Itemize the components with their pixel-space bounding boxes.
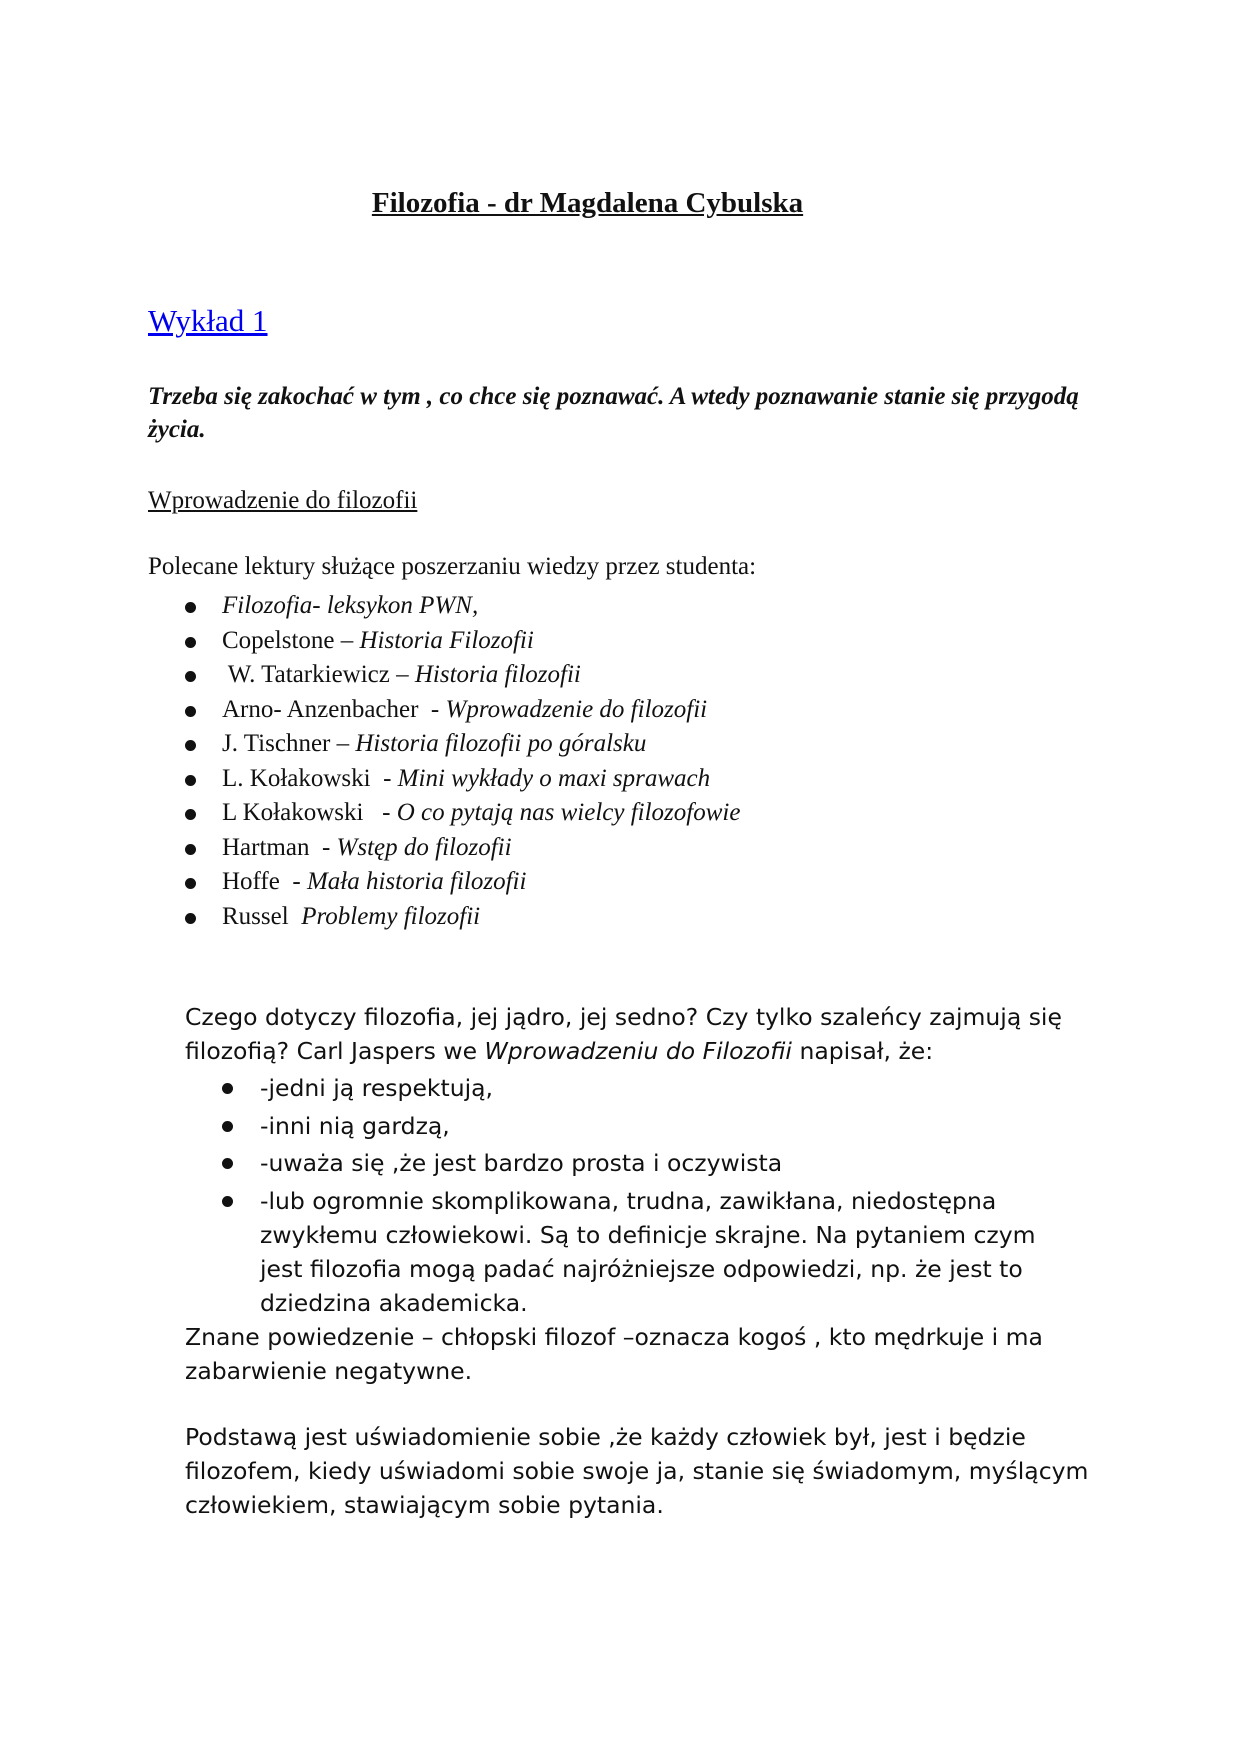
reading-title: Problemy filozofii — [301, 902, 481, 930]
reading-author: Russel — [222, 902, 302, 930]
readings-intro: Polecane lektury służące poszerzaniu wiedzy przez studenta: — [148, 553, 757, 580]
bullet-icon — [185, 706, 196, 717]
jaspers-paragraph-text: Czego dotyczy filozofia, jej jądro, jej sedno? Czy tylko szaleńcy zajmują się filozofią? Carl Jaspers we — [185, 1003, 1062, 1065]
opinion-text: -jedni ją respektują, — [260, 1074, 494, 1102]
reading-item — [185, 762, 740, 797]
jaspers-paragraph — [185, 1000, 1115, 1068]
reading-item — [185, 727, 740, 762]
reading-title: Mała historia filozofii — [306, 868, 527, 895]
reading-title: Wprowadzenie do filozofii — [445, 695, 708, 723]
opinion-text: -inni nią gardzą, — [260, 1111, 450, 1140]
reading-item — [185, 693, 740, 728]
reading-item — [185, 796, 740, 831]
bullet-icon — [222, 1196, 233, 1207]
saying-paragraph: Znane powiedzenie – chłopski filozof –oznacza kogoś , kto mędrkuje i ma zabarwienie negatywne. — [185, 1323, 1043, 1385]
jaspers-paragraph-end: napisał, że: — [791, 1037, 934, 1065]
reading-title: O co pytają nas wielcy filozofowie — [396, 799, 741, 826]
reading-title: Mini wykłady o maxi sprawach — [397, 764, 711, 792]
bullet-icon — [185, 809, 196, 820]
motto: Trzeba się zakochać w tym , co chce się poznawać. A wtedy poznawanie stanie się przygodą życia. — [148, 383, 1079, 443]
reading-item — [185, 589, 740, 624]
reading-author: Arno- Anzenbacher - — [222, 695, 446, 723]
bullet-icon — [185, 844, 196, 855]
bullet-icon — [185, 878, 196, 889]
reading-author: Hartman - — [222, 833, 337, 861]
reading-item — [185, 900, 740, 935]
reading-item — [185, 865, 740, 900]
opinions-list — [222, 1071, 1050, 1320]
conclusion-paragraph: Podstawą jest uświadomienie sobie ,że każdy człowiek był, jest i będzie filozofem, kiedy uświadomi sobie swoje ja, stanie się świadomym, myślącym człowiekiem, stawiającym sobie pytania. — [185, 1423, 1089, 1519]
opinion-item — [222, 1071, 1050, 1109]
opinion-item — [222, 1184, 1050, 1320]
lecture-heading-link[interactable]: Wykład 1 — [148, 303, 268, 338]
reading-author: J. Tischner – — [222, 730, 356, 757]
reading-title: Filozofia- leksykon PWN, — [222, 592, 479, 619]
reading-title: Historia Filozofii — [359, 626, 534, 654]
bullet-icon — [185, 602, 196, 613]
bullet-icon — [185, 913, 196, 924]
reading-author: W. Tatarkiewicz – — [222, 661, 415, 688]
bullet-icon — [185, 637, 196, 648]
bullet-icon — [222, 1083, 233, 1094]
bullet-icon — [222, 1158, 233, 1169]
readings-list — [185, 589, 740, 934]
bullet-icon — [185, 775, 196, 786]
reading-item — [185, 831, 740, 866]
reading-item — [185, 658, 740, 693]
reading-author: L Kołakowski - — [222, 799, 397, 826]
section-heading: Wprowadzenie do filozofii — [148, 487, 418, 514]
bullet-icon — [185, 671, 196, 682]
reading-title: Historia filozofii — [414, 661, 581, 688]
document-title: Filozofia - dr Magdalena Cybulska — [371, 187, 804, 219]
opinion-item — [222, 1146, 1050, 1184]
reading-title: Wstęp do filozofii — [336, 833, 512, 861]
jaspers-work-title: Wprowadzeniu do Filozofii — [484, 1037, 792, 1065]
reading-item — [185, 624, 740, 659]
reading-author: Copelstone – — [222, 626, 360, 654]
bullet-icon — [185, 740, 196, 751]
reading-author: L. Kołakowski - — [222, 764, 398, 792]
opinion-text: -uważa się ,że jest bardzo prosta i oczywista — [260, 1149, 783, 1177]
reading-title: Historia filozofii po góralsku — [355, 730, 647, 757]
reading-author: Hoffe - — [222, 868, 307, 895]
opinion-item — [222, 1109, 1050, 1147]
opinion-text: -lub ogromnie skomplikowana, trudna, zawikłana, niedostępna zwykłemu człowiekowi. Są to definicje skrajne. Na pytaniem czym jest filozofia mogą padać najróżniejsze odpowiedzi, np. że jest to dziedzina akademicka. — [260, 1186, 1036, 1317]
bullet-icon — [222, 1121, 233, 1132]
